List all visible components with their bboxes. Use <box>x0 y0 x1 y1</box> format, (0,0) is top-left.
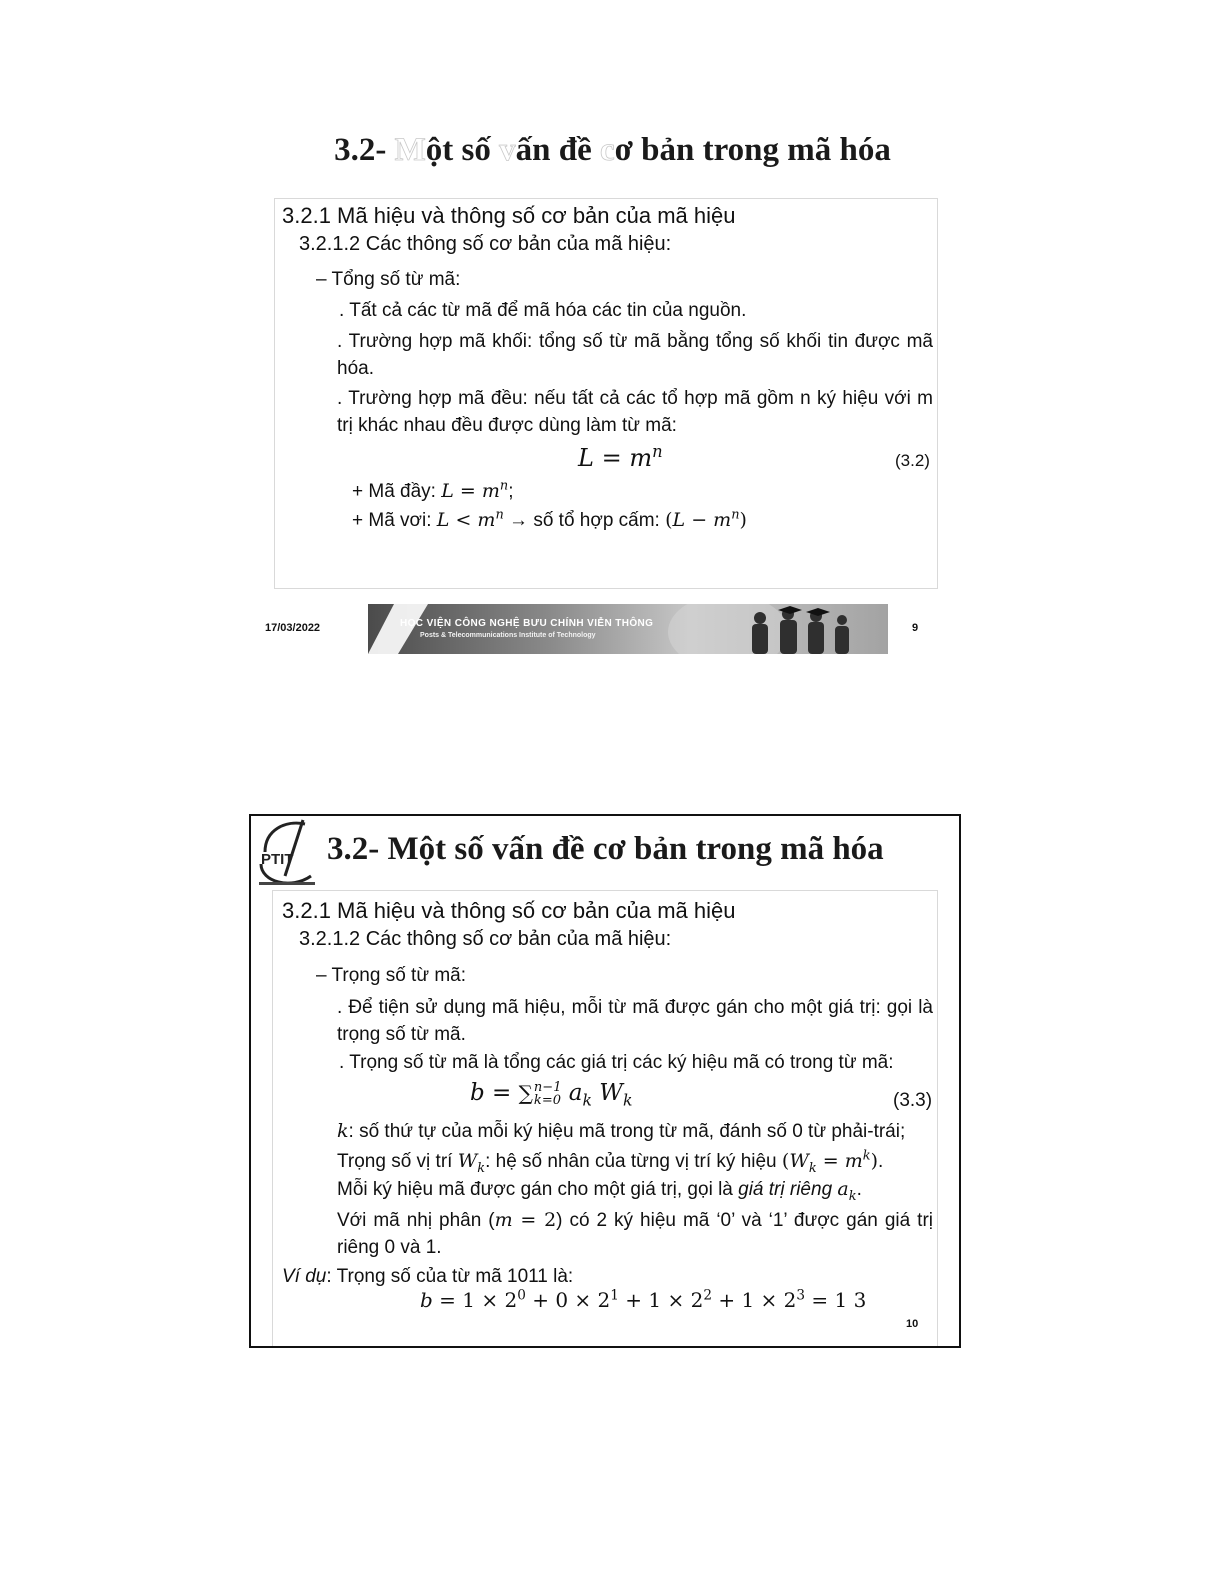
title-part: ột số <box>425 132 500 168</box>
k-symbol: k <box>337 1120 349 1142</box>
page-number: 9 <box>912 622 919 634</box>
paragraph-weight-definition: . Để tiện sử dụng mã hiệu, mỗi từ mã được gán cho một giá trị: gọi là trọng số từ mã. <box>337 997 933 1045</box>
partial-code-label: + Mã vơi: <box>352 510 437 531</box>
w-desc-text: : hệ số nhân của từng vị trí ký hiệu <box>485 1151 782 1172</box>
institute-banner <box>368 604 888 654</box>
logo-text: PTIT <box>261 851 294 868</box>
paragraph-weight-sum: . Trọng số từ mã là tổng các giá trị các ký hiệu mã có trong từ mã: <box>339 1052 894 1073</box>
forbidden-combinations-label: → số tổ hợp cấm: <box>503 510 666 531</box>
bullet-total-codewords: – Tổng số từ mã: <box>316 269 461 290</box>
binary-m-formula: m = 2 <box>494 1209 557 1231</box>
footer-date: 17/03/2022 <box>265 622 321 634</box>
example-text: : Trọng số của từ mã 1011 là: <box>326 1266 574 1287</box>
full-code-formula: $L = m^n$ <box>441 478 509 502</box>
binary-text-a: Với mã nhị phân ( <box>337 1210 495 1231</box>
full-code-label: + Mã đầy: <box>352 481 442 502</box>
k-description <box>337 1120 905 1143</box>
eigen-symbol: $a_k$ <box>837 1178 857 1204</box>
partial-code-formula: $L < m^n$ <box>436 507 504 531</box>
example-formula: $b = 1 \times 2^0 + 0 \times 2^1 + 1 \times 2^2 + 1 \times 2^3 = 1$ 3 <box>420 1287 867 1312</box>
w-prefix: Trọng số vị trí <box>337 1151 458 1172</box>
paragraph-uniform-code: . Trường hợp mã đều: nếu tất cả các tổ hợp mã gồm n ký hiệu với m trị khác nhau đều được dùng làm từ mã: <box>337 388 933 436</box>
section-heading: 3.2.1 Mã hiệu và thông số cơ bản của mã hiệu <box>282 898 736 923</box>
binary-code-description <box>337 1207 933 1261</box>
forbidden-combinations-formula: $(L - m^n)$ <box>665 507 747 531</box>
formula-b-sum: b = ∑ n−1 k=0 $a_k$ $W_k$ <box>470 1080 633 1110</box>
full-code-line: + Mã đầy: $L = m^n$; <box>352 478 514 502</box>
w-formula: $(W_k = m^k)$ <box>781 1148 878 1176</box>
w-symbol: $W_k$ <box>457 1150 486 1176</box>
title-faded-letter: M <box>394 132 426 168</box>
title-faded-letter: c <box>599 132 615 168</box>
w-description: Trọng số vị trí $W_k$: hệ số nhân của từng vị trí ký hiệu $(W_k = m^k)$. <box>337 1148 884 1176</box>
ptit-logo <box>255 816 319 890</box>
paragraph-all-codewords: . Tất cả các từ mã để mã hóa các tin của nguồn. <box>339 300 747 321</box>
eigenvalue-description: Mỗi ký hiệu mã được gán cho một giá trị, gọi là giá trị riêng $a_k$. <box>337 1178 862 1204</box>
banner-title-vi: HỌC VIỆN CÔNG NGHỆ BƯU CHÍNH VIỄN THÔNG <box>400 618 654 629</box>
paragraph-block-code: . Trường hợp mã khối: tổng số từ mã bằng tổng số khối tin được mã hóa. <box>337 331 933 379</box>
section-heading: 3.2.1 Mã hiệu và thông số cơ bản của mã hiệu <box>282 203 736 228</box>
formula-l-equals-m-n: $L = m^n$ <box>578 442 663 472</box>
eigen-term: giá trị riêng <box>738 1179 833 1200</box>
page-number: 10 <box>906 1318 919 1330</box>
formula-number: (3.2) <box>895 451 930 470</box>
banner-graphic <box>368 604 888 654</box>
slide2-title: 3.2- Một số vấn đề cơ bản trong mã hóa <box>327 831 884 867</box>
partial-code-line <box>352 509 747 532</box>
example-line <box>282 1266 573 1288</box>
bullet-codeword-weight: – Trọng số từ mã: <box>316 965 467 986</box>
title-part: ấn đề <box>515 132 600 168</box>
title-part: 3.2- <box>334 132 387 168</box>
slide1-title <box>0 132 1225 169</box>
example-result: 1 3 <box>834 1288 867 1312</box>
title-part: ơ bản trong mã hóa <box>614 132 891 168</box>
formula-number: (3.3) <box>893 1090 933 1111</box>
k-desc-text: : số thứ tự của mỗi ký hiệu mã trong từ mã, đánh số 0 từ phải-trái; <box>348 1121 906 1142</box>
banner-title-en: Posts & Telecommunications Institute of Technology <box>420 632 596 639</box>
binary-text-b: ) có 2 ký hiệu mã ‘0’ và ‘1’ được gán giá trị riêng 0 và 1. <box>337 1210 933 1258</box>
example-label: Ví dụ <box>282 1266 327 1287</box>
subsection-heading: 3.2.1.2 Các thông số cơ bản của mã hiệu: <box>299 233 672 255</box>
subsection-heading: 3.2.1.2 Các thông số cơ bản của mã hiệu: <box>299 928 672 950</box>
eigen-prefix: Mỗi ký hiệu mã được gán cho một giá trị, gọi là <box>337 1179 739 1200</box>
title-faded-letter: v <box>499 132 516 168</box>
